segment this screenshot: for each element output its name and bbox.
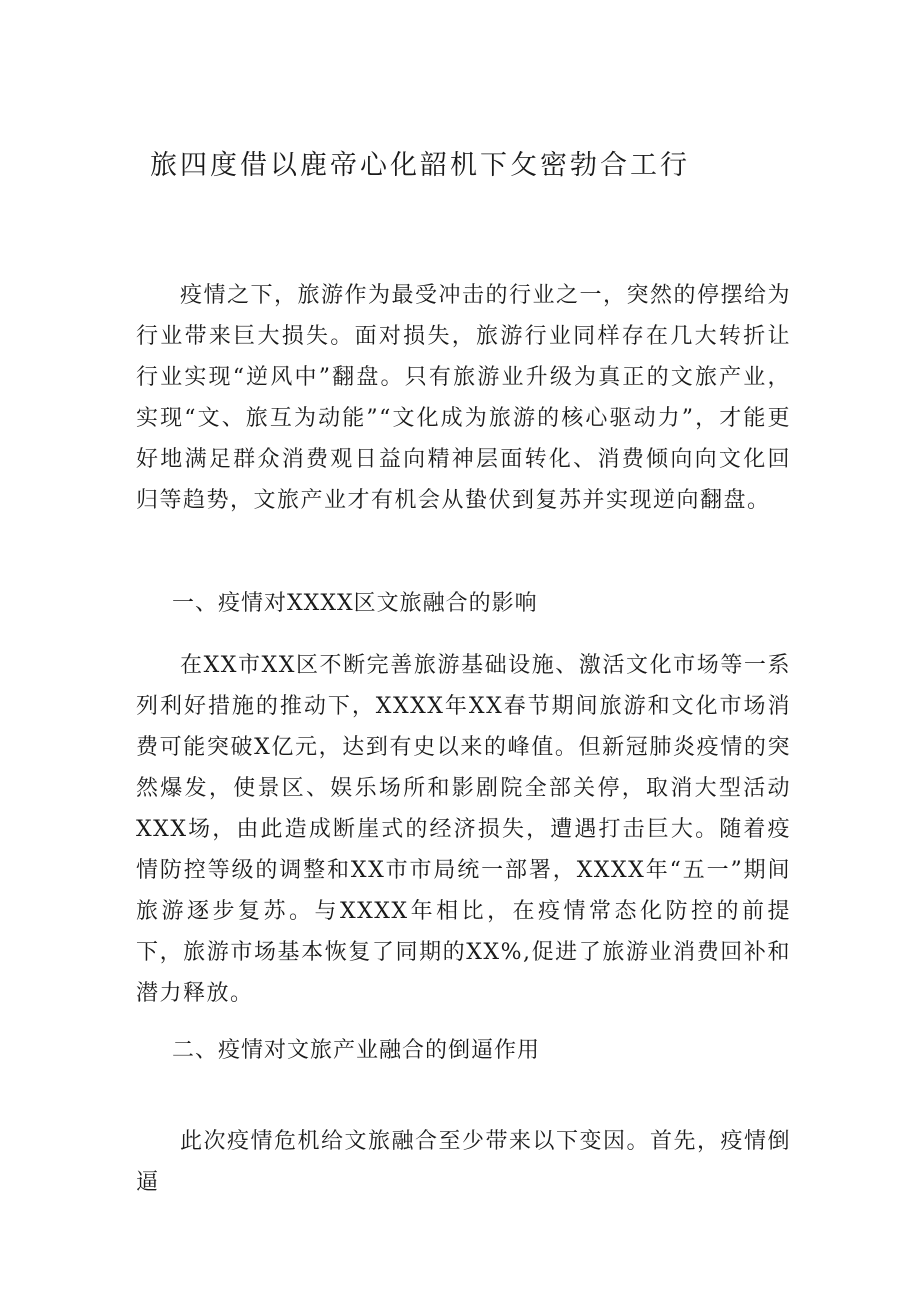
- section-heading-2: 二、疫情对文旅产业融合的倒逼作用: [172, 1038, 541, 1063]
- paragraph-section-2: 此次疫情危机给文旅融合至少带来以下变因。首先，疫情倒逼: [136, 1129, 792, 1195]
- section-heading-1: 一、疫情对XXXX区文旅融合的影响: [172, 591, 538, 616]
- document-title: 旅四度借以鹿帝心化韶机下攵密勃合工行: [150, 150, 690, 181]
- paragraph-intro: 疫情之下，旅游作为最受冲击的行业之一，突然的停摆给为行业带来巨大损失。面对损失，旅游行业同样存在几大转折让行业实现“逆风中”翻盘。只有旅游业升级为真正的文旅产业，实现“文、旅互为动能”“文化成为旅游的核心驱动力”，才能更好地满足群众消费观日益向精神层面转化、消费倾向向文化回归等趋势，文旅产业才有机会从蛰伏到复苏并实现逆向翻盘。: [136, 283, 792, 513]
- paragraph-section-1: 在XX市XX区不断完善旅游基础设施、激活文化市场等一系列利好措施的推动下，XXXX年XX春节期间旅游和文化市场消费可能突破X亿元，达到有史以来的峰值。但新冠肺炎疫情的突然爆发，使景区、娱乐场所和影剧院全部关停，取消大型活动XXX场，由此造成断崖式的经济损失，遭遇打击巨大。随着疫情防控等级的调整和XX市市局统一部署，XXXX年“五一”期间旅游逐步复苏。与XXXX年相比，在疫情常态化防控的前提下，旅游市场基本恢复了同期的XX%,促进了旅游业消费回补和潜力释放。: [136, 653, 791, 1006]
